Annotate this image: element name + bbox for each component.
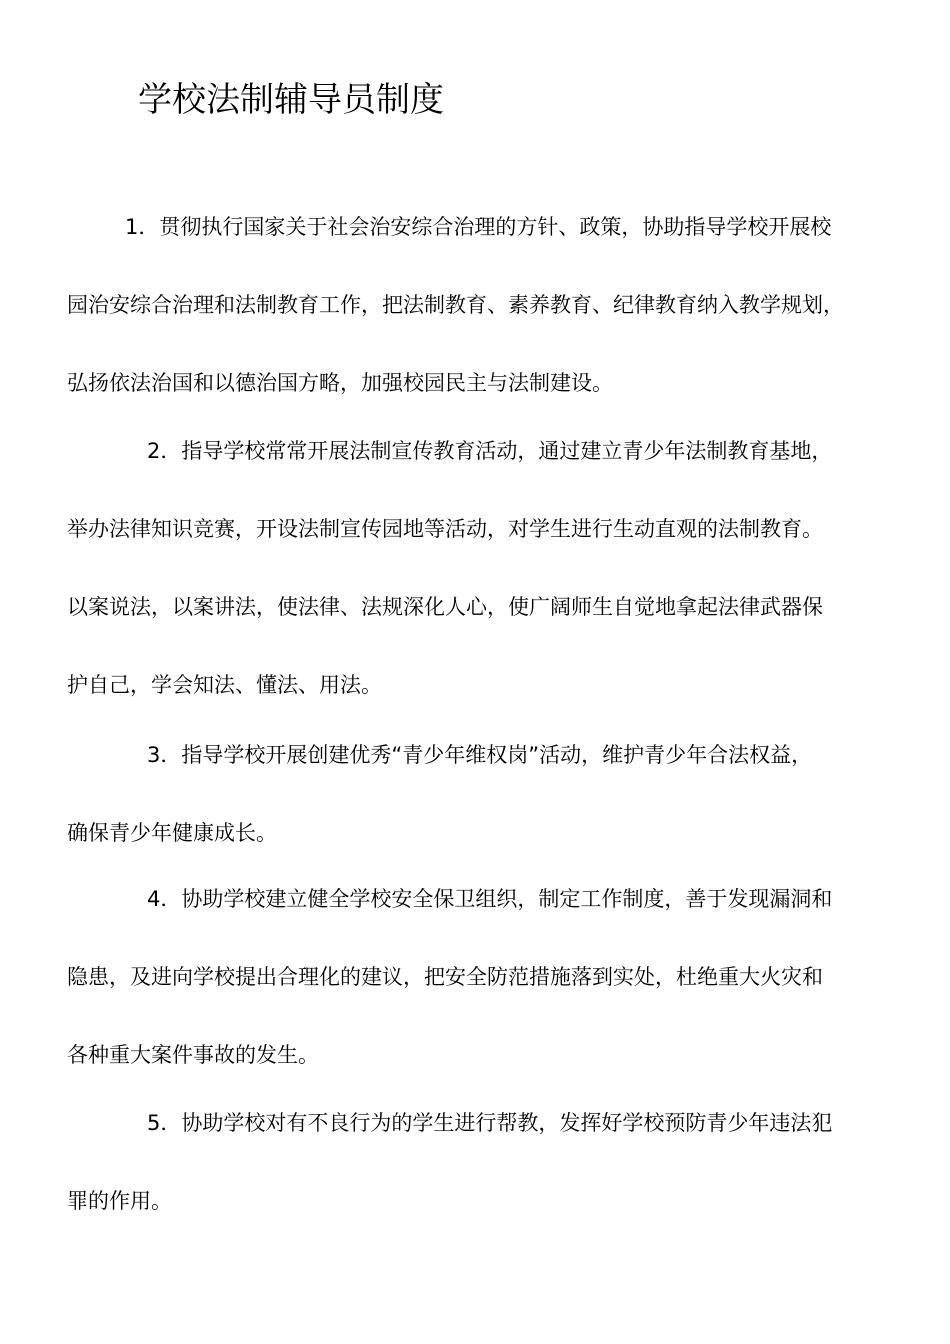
paragraph-line: 弘扬依法治国和以德治国方略，加强校园民主与法制建设。 xyxy=(67,371,613,395)
paragraph-line: 确保青少年健康成长。 xyxy=(67,821,277,845)
paragraph-1 xyxy=(67,188,897,422)
paragraph-2 xyxy=(67,412,897,724)
document-title: 学校法制辅导员制度 xyxy=(138,80,444,120)
paragraph-line: 隐患，及进向学校提出合理化的建议，把安全防范措施落到实处，杜绝重大火灾和 xyxy=(67,965,823,989)
paragraph-line: 园治安综合治理和法制教育工作，把法制教育、素养教育、纪律教育纳入教学规划， xyxy=(67,293,844,317)
paragraph-line: 举办法律知识竞赛，开设法制宣传园地等活动，对学生进行生动直观的法制教育。 xyxy=(67,517,823,541)
paragraph-3 xyxy=(67,716,897,872)
paragraph-line: 4．协助学校建立健全学校安全保卫组织，制定工作制度，善于发现漏洞和 xyxy=(147,887,833,911)
paragraph-line: 以案说法，以案讲法，使法律、法规深化人心，使广阔师生自觉地拿起法律武器保 xyxy=(67,595,823,619)
paragraph-line: 2．指导学校常常开展法制宣传教育活动，通过建立青少年法制教育基地， xyxy=(147,439,833,463)
paragraph-5 xyxy=(67,1084,897,1240)
paragraph-line: 5．协助学校对有不良行为的学生进行帮教，发挥好学校预防青少年违法犯 xyxy=(147,1111,833,1135)
paragraph-line: 护自己，学会知法、懂法、用法。 xyxy=(67,673,382,697)
paragraph-line: 罪的作用。 xyxy=(67,1189,172,1213)
paragraph-line: 各种重大案件事故的发生。 xyxy=(67,1043,319,1067)
paragraph-4 xyxy=(67,860,897,1094)
paragraph-line: 3．指导学校开展创建优秀“青少年维权岗”活动，维护青少年合法权益， xyxy=(147,743,813,767)
paragraph-line: 1．贯彻执行国家关于社会治安综合治理的方针、政策，协助指导学校开展校 xyxy=(125,215,832,239)
